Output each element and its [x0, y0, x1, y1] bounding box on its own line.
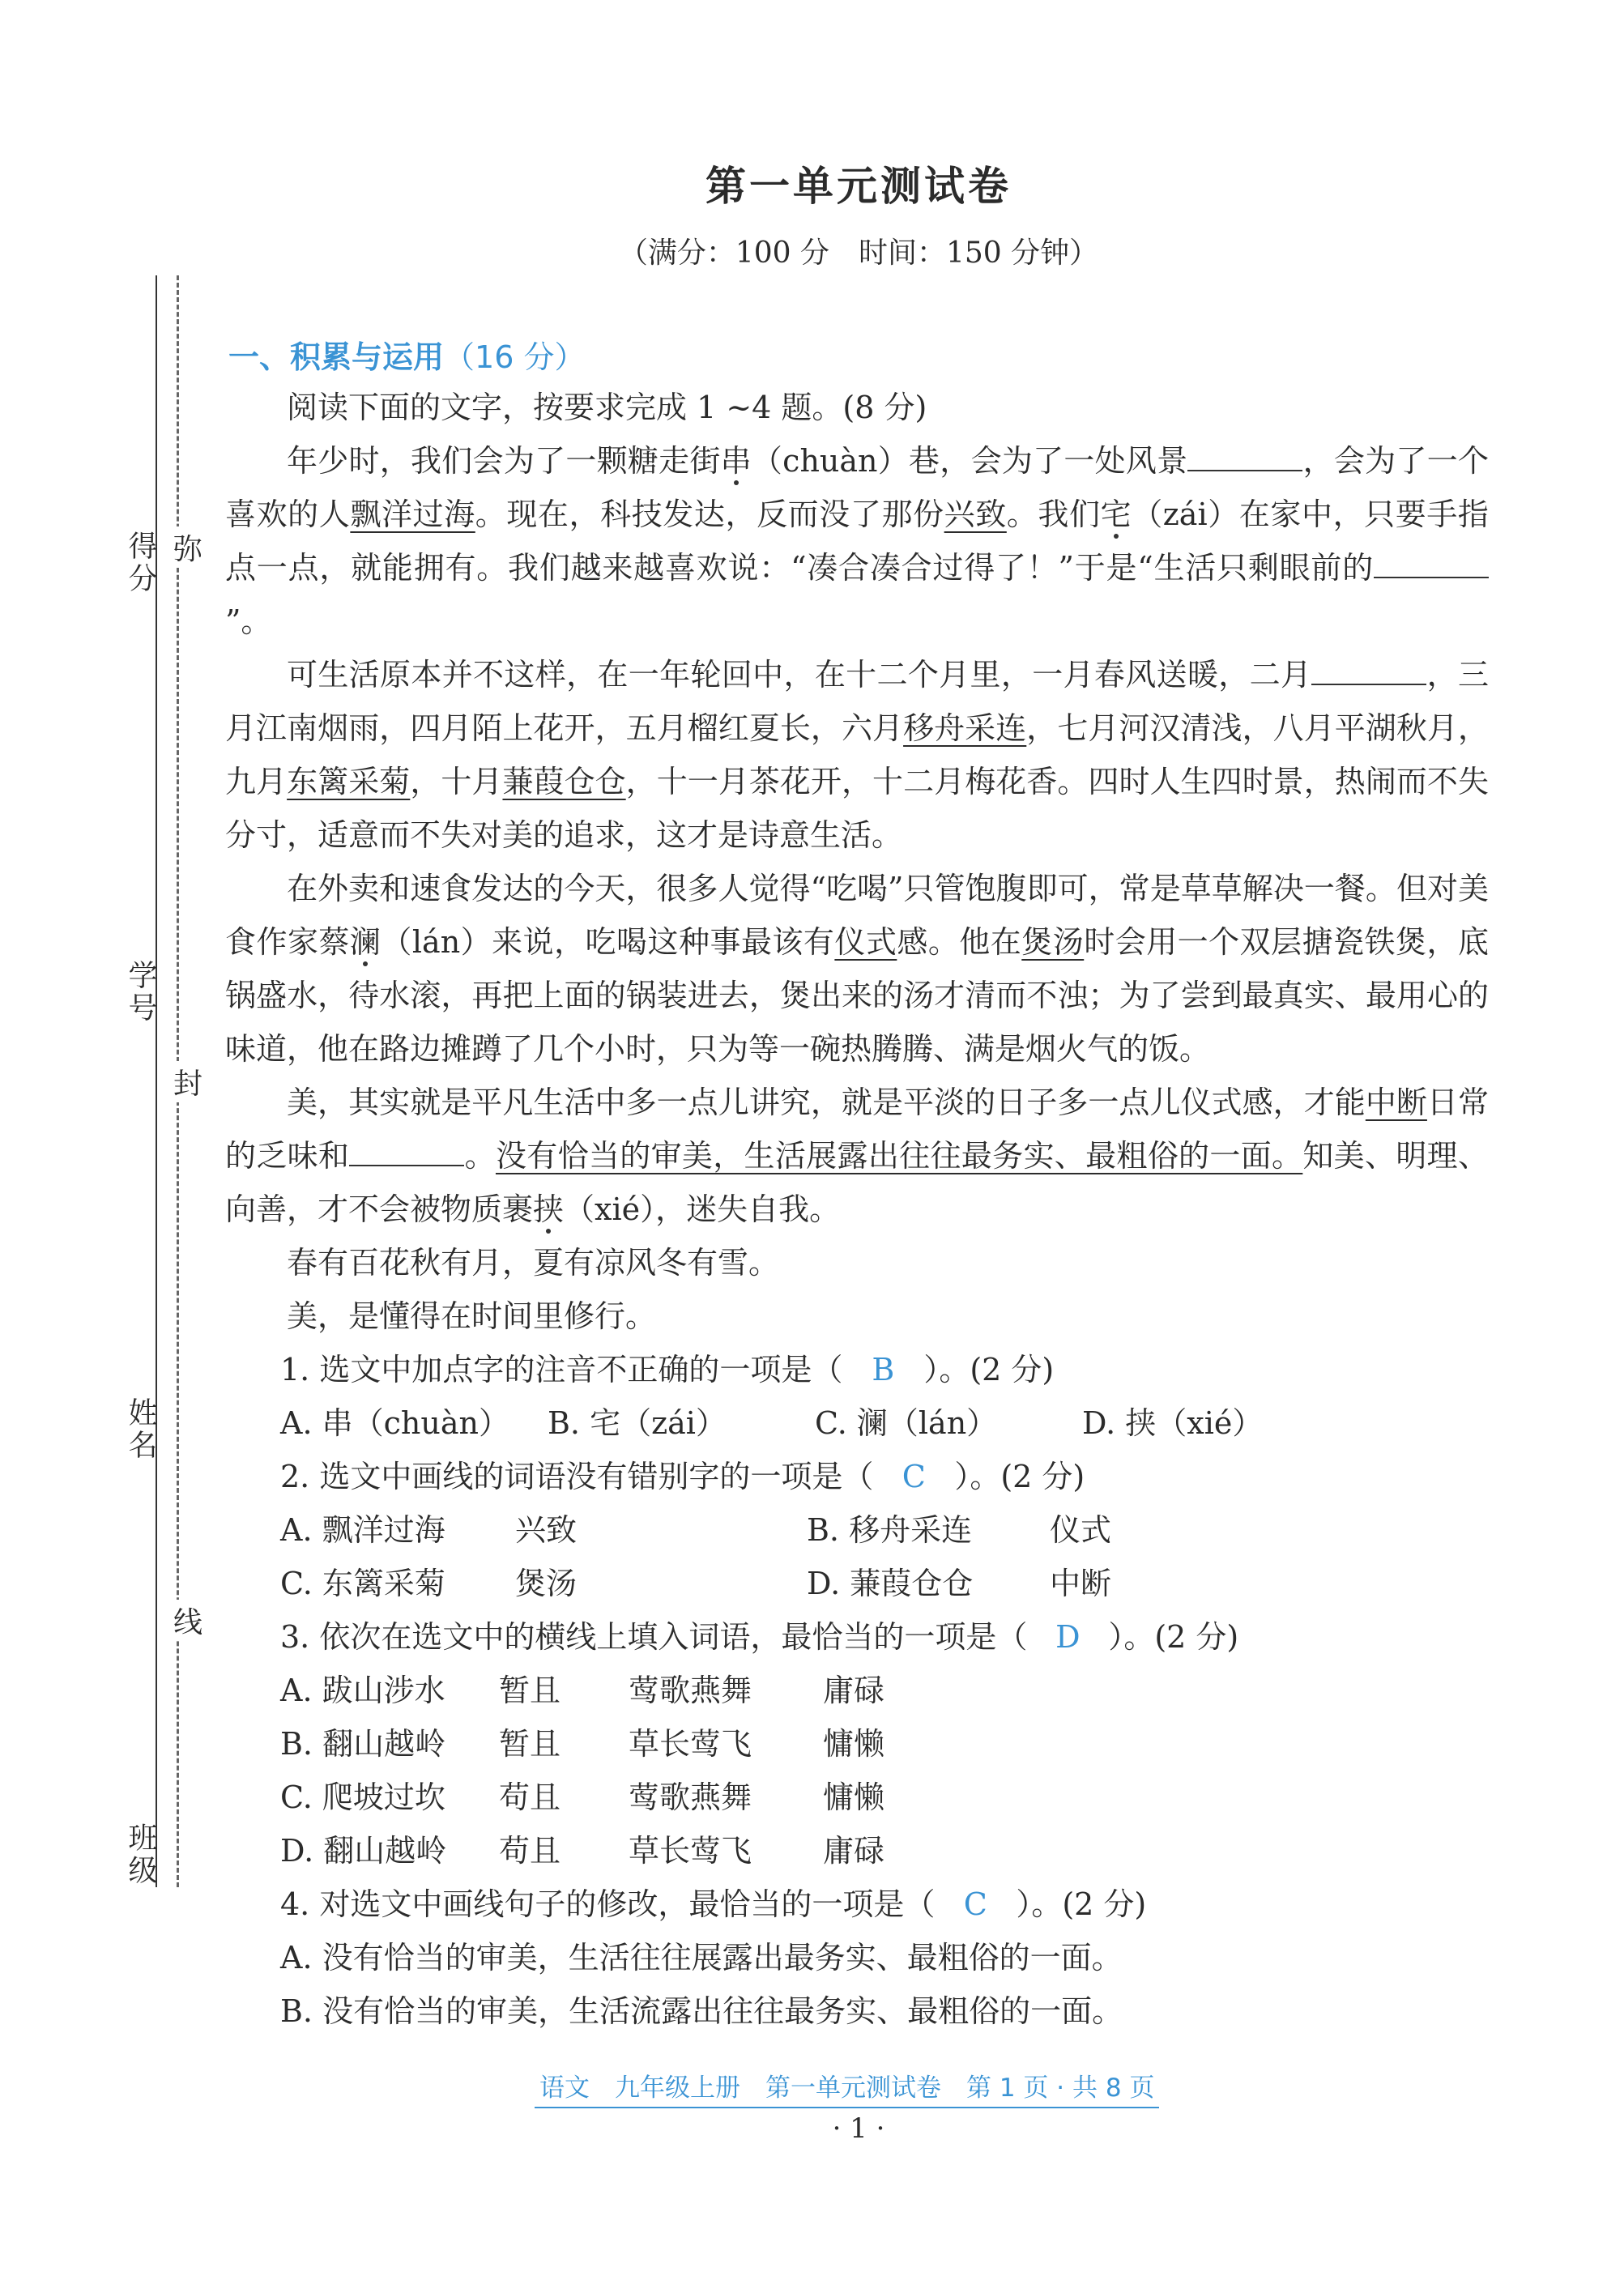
- answer-4: C: [963, 1886, 987, 1922]
- question-1: 1. 选文中加点字的注音不正确的一项是（ B ）。(2 分): [225, 1343, 1489, 1396]
- underlined-word: 兴致: [944, 497, 1007, 532]
- question-2-options-row-1: A. 飘洋过海 兴致 B. 移舟采连 仪式: [225, 1503, 1489, 1557]
- section-heading: [228, 332, 585, 377]
- blank-1[interactable]: [1187, 445, 1302, 471]
- page-subtitle: （满分：100 分 时间：150 分钟）: [618, 237, 1099, 270]
- underlined-word: 移舟采连: [903, 710, 1027, 746]
- passage-paragraph-6: 美，是懂得在时间里修行。: [287, 1298, 657, 1334]
- question-3-option-c[interactable]: C. 爬坡过坎 苟且 莺歌燕舞 慵懒: [280, 1779, 885, 1815]
- option[interactable]: B. 宅（zái）: [548, 1405, 727, 1441]
- answer-3: D: [1055, 1619, 1081, 1655]
- question-4-option-b[interactable]: B. 没有恰当的审美，生活流露出往往最务实、最粗俗的一面。: [280, 1993, 1123, 2029]
- dotted-char: 澜: [349, 924, 381, 960]
- option[interactable]: A. 串（chuàn）: [280, 1405, 509, 1441]
- passage-paragraph-4: 美，其实就是平凡生活中多一点儿讲究，就是平淡的日子多一点儿仪式感，才能中断日常的乏味和 。没有恰当的审美，生活展露出往往最务实、最粗俗的一面。知美、明理、向善，才不会被物质裹挟（xié），迷失自我。: [225, 1085, 1489, 1227]
- underlined-word: 仪式: [834, 924, 897, 960]
- passage-paragraph-1: 年少时，我们会为了一颗糖走街串（chuàn）巷，会为了一处风景 ，会为了一个喜欢的人飘洋过海。现在，科技发达，反而没了那份兴致。我们宅（zái）在家中，只要手指点一点，就能拥有。我们越来越喜欢说：“凑合凑合过得了！”于是“生活只剩眼前的”。: [225, 443, 1489, 639]
- question-2: 2. 选文中画线的词语没有错别字的一项是（ C ）。(2 分): [225, 1450, 1489, 1503]
- option[interactable]: D. 蒹葭仓仓: [807, 1566, 974, 1601]
- option[interactable]: C. 澜（lán）: [815, 1405, 998, 1441]
- underlined-sentence: 没有恰当的审美，生活展露出往往最务实、最粗俗的一面。: [495, 1138, 1303, 1174]
- option[interactable]: A. 飘洋过海: [280, 1512, 445, 1548]
- underlined-word: 飘洋过海: [350, 497, 475, 532]
- passage-paragraph-3: 在外卖和速食发达的今天，很多人觉得“吃喝”只管饱腹即可，常是草草解决一餐。但对美食作家蔡澜（lán）来说，吃喝这种事最该有仪式感。他在煲汤时会用一个双层搪瓷铁煲，底锅盛水，待水滚，再把上面的锅装进去，煲出来的汤才清而不浊；为了尝到最真实、最用心的味道，他在路边摊蹲了几个小时，只为等一碗热腾腾、满是烟火气的饭。: [225, 871, 1489, 1067]
- question-3-option-d[interactable]: D. 翻山越岭 苟且 草长莺飞 庸碌: [280, 1833, 885, 1869]
- label-student-id: 学号: [124, 960, 157, 1025]
- blank-3[interactable]: [1311, 659, 1426, 685]
- question-3-option-a[interactable]: A. 跋山涉水 暂且 莺歌燕舞 庸碌: [280, 1673, 885, 1708]
- section-title: 一、积累与运用: [228, 339, 445, 375]
- passage-body: [225, 381, 1489, 2038]
- blank-4[interactable]: [349, 1140, 464, 1166]
- seal-char-3: 线: [173, 1600, 202, 1641]
- page-title: 第一单元测试卷: [705, 162, 1012, 210]
- passage-paragraph-5: 春有百花秋有月，夏有凉风冬有雪。: [287, 1245, 780, 1281]
- underlined-word: 中断: [1365, 1085, 1427, 1120]
- passage-paragraph-2: 可生活原本并不这样，在一年轮回中，在十二个月里，一月春风送暖，二月 ，三月江南烟雨，四月陌上花开，五月榴红夏长，六月移舟采连，七月河汉清浅，八月平湖秋月，九月东篱采菊，十月蒹葭仓仓，十一月茶花开，十二月梅花香。四时人生四时景，热闹而不失分寸，适意而不失对美的追求，这才是诗意生活。: [225, 657, 1489, 853]
- seal-char-1: 弥: [173, 526, 202, 568]
- answer-1: B: [872, 1352, 895, 1387]
- underlined-word: 东篱采菊: [287, 764, 411, 799]
- binding-line: [156, 275, 157, 1887]
- dotted-char: 串: [720, 443, 752, 479]
- question-4-option-a[interactable]: A. 没有恰当的审美，生活往往展露出最务实、最粗俗的一面。: [280, 1940, 1123, 1976]
- underlined-word: 煲汤: [1021, 924, 1085, 960]
- label-class: 班级: [124, 1822, 157, 1887]
- page-number: · 1 ·: [832, 2112, 885, 2145]
- underlined-word: 蒹葭仓仓: [502, 764, 626, 799]
- section-points: （16 分）: [444, 339, 586, 375]
- dotted-char: 挟: [533, 1191, 565, 1227]
- question-2-options-row-2: C. 东篱采菊 煲汤 D. 蒹葭仓仓 中断: [225, 1557, 1489, 1610]
- option[interactable]: C. 东篱采菊: [280, 1566, 445, 1601]
- label-name: 姓名: [124, 1397, 157, 1462]
- question-4: 4. 对选文中画线句子的修改，最恰当的一项是（ C ）。(2 分): [225, 1877, 1489, 1931]
- blank-2[interactable]: [1374, 552, 1489, 578]
- question-3: 3. 依次在选文中的横线上填入词语，最恰当的一项是（ D ）。(2 分): [225, 1610, 1489, 1664]
- label-score: 得分: [124, 531, 157, 595]
- option[interactable]: D. 挟（xié）: [1082, 1405, 1264, 1441]
- question-1-options: [225, 1396, 1489, 1450]
- passage-intro: 阅读下面的文字，按要求完成 1 ~4 题。(8 分): [287, 390, 927, 425]
- answer-2: C: [902, 1459, 926, 1494]
- option[interactable]: B. 移舟采连: [807, 1512, 973, 1548]
- page-footer: 语文 九年级上册 第一单元测试卷 第 1 页 · 共 8 页: [535, 2067, 1159, 2108]
- question-3-option-b[interactable]: B. 翻山越岭 暂且 草长莺飞 慵懒: [280, 1726, 885, 1762]
- seal-char-2: 封: [173, 1061, 202, 1102]
- dotted-char: 宅: [1100, 497, 1132, 532]
